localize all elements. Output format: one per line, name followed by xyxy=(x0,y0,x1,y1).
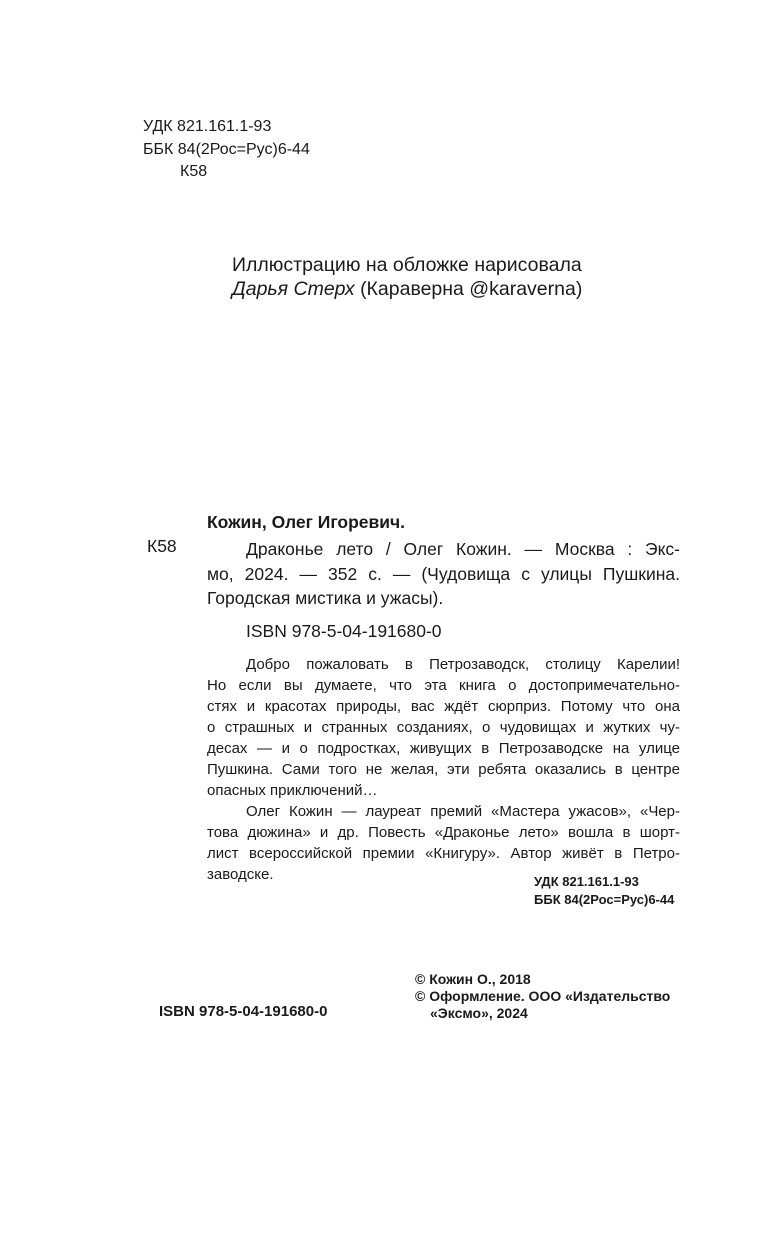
annotation-line: лист всероссийской премии «Книгуру». Автор живёт в Петро- xyxy=(207,845,680,862)
author-sign: К58 xyxy=(180,163,208,180)
record-heading: Кожин, Олег Игоревич. xyxy=(207,512,406,532)
annotation-line: десах — и о подростках, живущих в Петрозаводске на улице xyxy=(207,740,680,757)
bbk-code-bottom: ББК 84(2Рос=Рус)6-44 xyxy=(534,892,675,907)
annotation-line: Но если вы думаете, что эта книга о достопримечательно- xyxy=(207,677,680,694)
record-author-sign: К58 xyxy=(147,536,177,556)
record-description-line: Городская мистика и ужасы). xyxy=(207,588,444,608)
record-description-line: мо, 2024. — 352 с. — (Чудовища с улицы Пушкина. xyxy=(207,564,680,584)
artist-name: Дарья Стерх xyxy=(232,278,355,300)
illustration-credit-artist-line xyxy=(232,277,582,301)
udk-code-bottom: УДК 821.161.1-93 xyxy=(534,874,639,889)
annotation-line: това дюжина» и др. Повесть «Драконье лето» вошла в шорт- xyxy=(207,824,680,841)
udk-code: УДК 821.161.1-93 xyxy=(143,118,272,135)
annotation-line: заводске. xyxy=(207,866,274,883)
record-description-line: Драконье лето / Олег Кожин. — Москва : Экс- xyxy=(246,539,680,559)
copyright-line: © Кожин О., 2018 xyxy=(415,971,531,987)
illustration-credit-text: Иллюстрацию на обложке нарисовала xyxy=(232,254,582,276)
annotation-line: о страшных и странных созданиях, о чудовищах и жутких чу- xyxy=(207,719,680,736)
annotation-line: Добро пожаловать в Петрозаводск, столицу Карелии! xyxy=(246,656,680,673)
annotation-line: Пушкина. Сами того не желая, эти ребята оказались в центре xyxy=(207,761,680,778)
record-isbn: ISBN 978-5-04-191680-0 xyxy=(246,621,442,641)
annotation-line: Олег Кожин — лауреат премий «Мастера ужасов», «Чер- xyxy=(246,803,680,820)
isbn-footer: ISBN 978-5-04-191680-0 xyxy=(159,1003,328,1020)
copyright-line: © Оформление. ООО «Издательство xyxy=(415,988,671,1004)
copyright-line: «Эксмо», 2024 xyxy=(430,1005,528,1021)
artist-alias: (Караверна @karaverna) xyxy=(360,278,583,300)
annotation-line: опасных приключений… xyxy=(207,782,378,799)
bbk-code: ББК 84(2Рос=Рус)6-44 xyxy=(143,141,310,158)
annotation-line: стях и красотах природы, вас ждёт сюрприз. Потому что она xyxy=(207,698,680,715)
